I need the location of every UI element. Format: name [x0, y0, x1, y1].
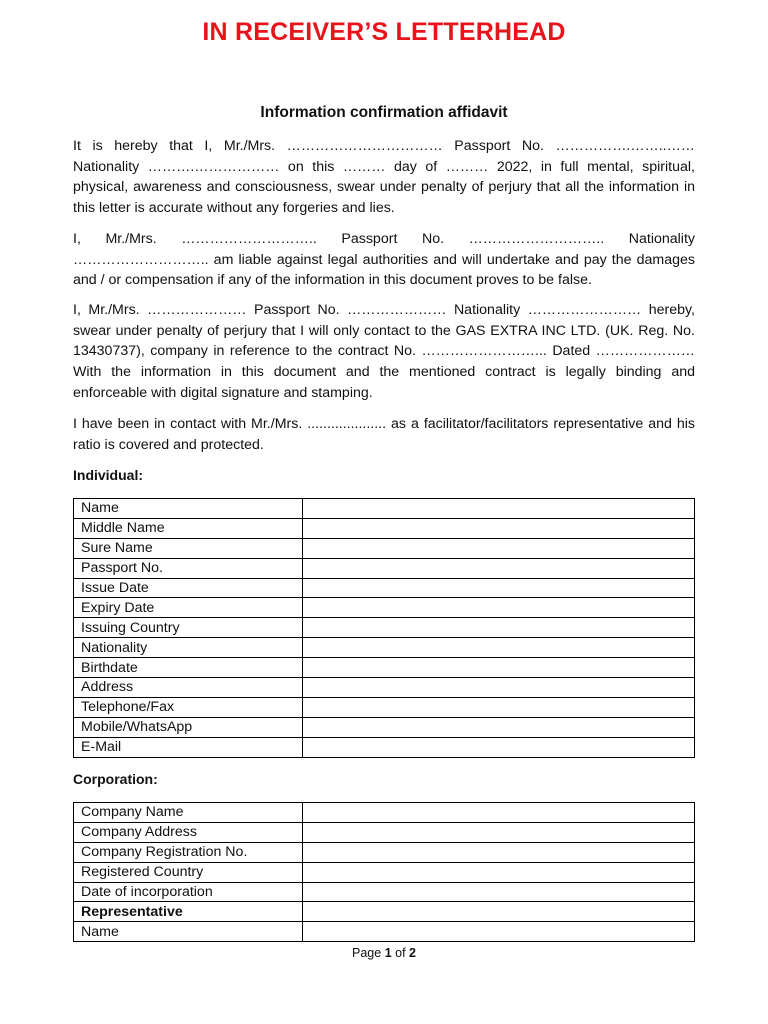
corporation-heading: Corporation: [73, 771, 158, 787]
field-value-cell[interactable] [303, 538, 695, 558]
document-title: Information confirmation affidavit [260, 104, 508, 121]
field-value-cell[interactable] [303, 902, 695, 922]
field-value-cell[interactable] [303, 638, 695, 658]
field-value-cell[interactable] [303, 737, 695, 757]
field-value-cell[interactable] [303, 678, 695, 698]
table-row [74, 822, 695, 842]
table-row [74, 902, 695, 922]
table-row [74, 803, 695, 823]
field-label: Birthdate [74, 658, 303, 678]
table-row [74, 862, 695, 882]
page-prefix: Page [352, 946, 385, 960]
field-value-cell[interactable] [303, 558, 695, 578]
field-label: Mobile/WhatsApp [74, 717, 303, 737]
field-label: Company Address [74, 822, 303, 842]
table-row [74, 922, 695, 942]
individual-table [73, 498, 695, 758]
field-value-cell[interactable] [303, 598, 695, 618]
field-label: Telephone/Fax [74, 697, 303, 717]
page-current: 1 [384, 946, 392, 960]
field-value-cell[interactable] [303, 842, 695, 862]
field-label: Company Name [74, 803, 303, 823]
field-label: Issue Date [74, 578, 303, 598]
individual-heading: Individual: [73, 467, 143, 483]
field-value-cell[interactable] [303, 658, 695, 678]
field-value-cell[interactable] [303, 717, 695, 737]
page-total: 2 [409, 946, 416, 960]
paragraph-declaration: It is hereby that I, Mr./Mrs. …………………………… Passport No. …………….……..…… Nationality ……….……………… on this ……… day of ……… 2022, in full mental, spiritual, physical, awareness and consciousness, swear under penalty of perjury that all the information in this letter is accurate without any forgeries and lies. [73, 138, 695, 217]
field-label: Registered Country [74, 862, 303, 882]
table-row [74, 882, 695, 902]
table-row [74, 678, 695, 698]
table-row [74, 618, 695, 638]
table-row [74, 558, 695, 578]
field-label: Middle Name [74, 518, 303, 538]
field-label: Name [74, 499, 303, 519]
field-label: Date of incorporation [74, 882, 303, 902]
table-row [74, 499, 695, 519]
page-of: of [391, 946, 410, 960]
field-value-cell[interactable] [303, 618, 695, 638]
letterhead-heading: IN RECEIVER’S LETTERHEAD [202, 18, 566, 46]
field-label: Sure Name [74, 538, 303, 558]
field-label: E-Mail [74, 737, 303, 757]
table-row [74, 518, 695, 538]
field-value-cell[interactable] [303, 922, 695, 942]
table-row [74, 717, 695, 737]
field-value-cell[interactable] [303, 518, 695, 538]
field-value-cell[interactable] [303, 578, 695, 598]
field-label: Issuing Country [74, 618, 303, 638]
table-row [74, 638, 695, 658]
field-value-cell[interactable] [303, 499, 695, 519]
field-value-cell[interactable] [303, 697, 695, 717]
field-value-cell[interactable] [303, 882, 695, 902]
field-label: Nationality [74, 638, 303, 658]
field-label: Name [74, 922, 303, 942]
field-label: Passport No. [74, 558, 303, 578]
table-row [74, 538, 695, 558]
table-row [74, 842, 695, 862]
paragraph-contract: I, Mr./Mrs. ………………… Passport No. ………………… Nationality …………………… hereby, swear under penalty of perjury that I will only contact to the GAS EXTRA INC LTD. (UK. Reg. No. 13430737), company in reference to the contract No. ……………………... Dated ………………… With the information in this document and the mentioned contract is legally binding and enforceable with digital signature and stamping. [73, 302, 695, 401]
field-value-cell[interactable] [303, 822, 695, 842]
table-row [74, 658, 695, 678]
table-row [74, 598, 695, 618]
table-row [74, 737, 695, 757]
field-value-cell[interactable] [303, 803, 695, 823]
page-footer [0, 946, 768, 960]
table-row [74, 697, 695, 717]
field-label: Expiry Date [74, 598, 303, 618]
paragraph-liability: I, Mr./Mrs. ……………………….. Passport No. ……………………….. Nationality ……………………….. am liable against legal authorities and will undertake and pay the damages and / or compensation if any of the information in this document proves to be false. [73, 231, 695, 289]
paragraph-facilitator: I have been in contact with Mr./Mrs. .................... as a facilitator/facilitators representative and his ratio is covered and protected. [73, 416, 695, 453]
field-value-cell[interactable] [303, 862, 695, 882]
corporation-table [73, 802, 695, 942]
field-label: Address [74, 678, 303, 698]
field-label: Representative [74, 902, 303, 922]
field-label: Company Registration No. [74, 842, 303, 862]
table-row [74, 578, 695, 598]
